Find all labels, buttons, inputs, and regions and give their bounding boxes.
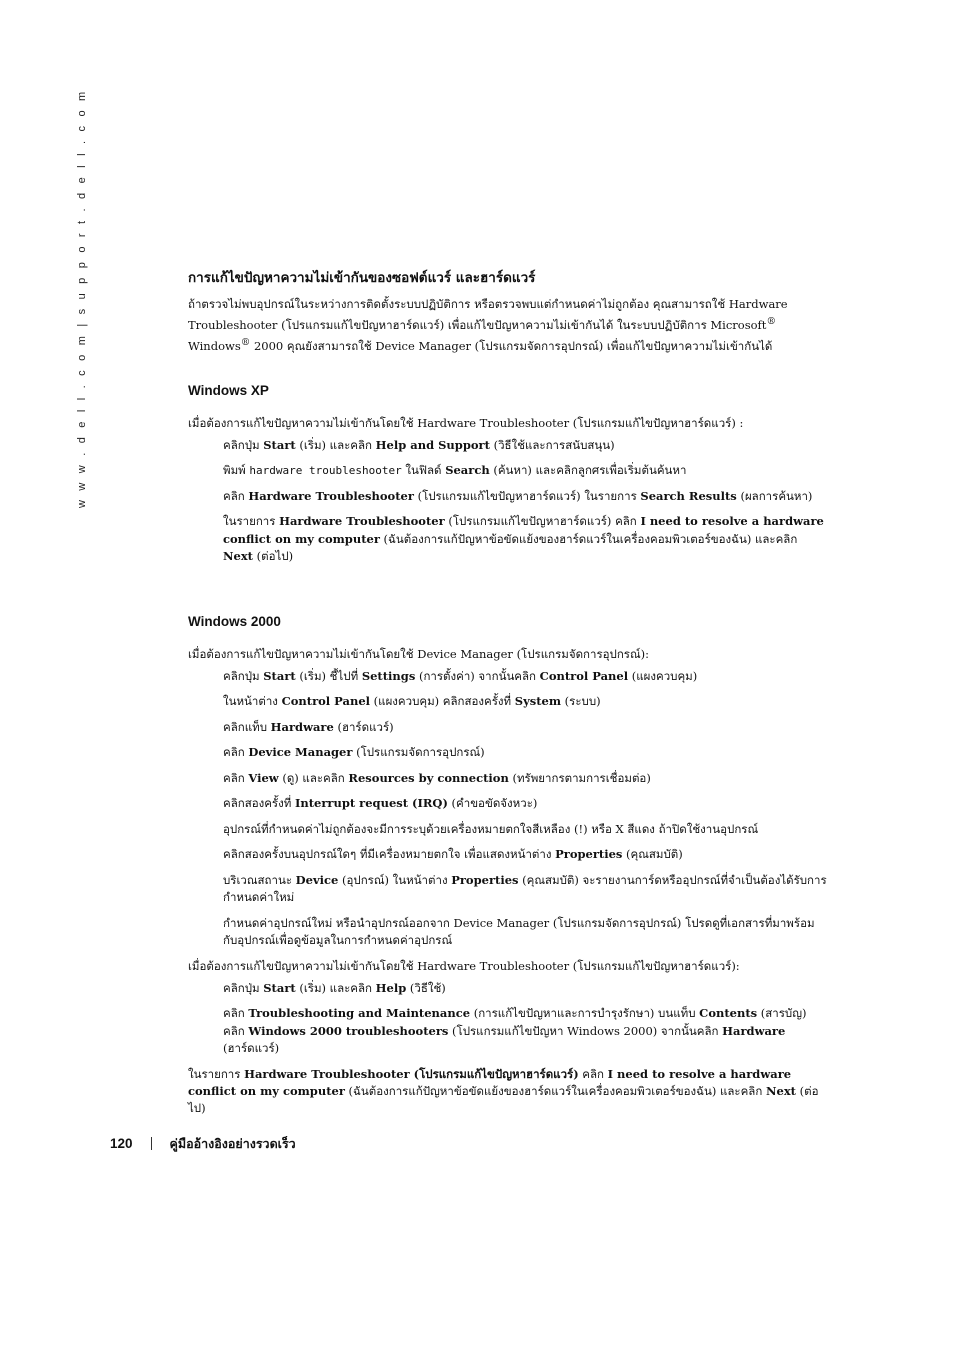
w2k-ht-steps <box>188 980 828 1058</box>
list-item: กำหนดค่าอุปกรณ์ใหม่ หรือนำอุปกรณ์ออกจาก Device Manager (โปรแกรมจัดการอุปกรณ์) โปรดดูที่เอกสารที่มาพร้อมกับอุปกรณ์เพื่อดูข้อมูลในการกำหนดค่าอุปกรณ์ <box>223 915 815 948</box>
footer-title: คู่มืออ้างอิงอย่างรวดเร็ว <box>169 1136 296 1151</box>
list-item: ในหน้าต่าง Control Panel (แผงควบคุม) คลิกสองครั้งที่ System (ระบบ) <box>223 694 601 709</box>
heading-windows-xp: Windows XP <box>188 382 269 398</box>
w2k-dm-lead: เมื่อต้องการแก้ไขปัญหาความไม่เข้ากันโดยใช้ Device Manager (โปรแกรมจัดการอุปกรณ์): <box>188 646 650 661</box>
list-item: คลิกแท็บ Hardware (ฮาร์ดแวร์) <box>223 719 394 734</box>
list-item: คลิกสองครั้งบนอุปกรณ์ใดๆ ที่มีเครื่องหมายตกใจ เพื่อแสดงหน้าต่าง Properties (คุณสมบัติ) <box>223 847 683 862</box>
section-title: การแก้ไขปัญหาความไม่เข้ากันของซอฟต์แวร์ และฮาร์ดแวร์ <box>188 270 536 286</box>
intro-paragraph: ถ้าตรวจไม่พบอุปกรณ์ในระหว่างการติดตั้งระบบปฏิบัติการ หรือตรวจพบแต่กำหนดค่าไม่ถูกต้อง คุณสามารถใช้ Hardware Troubleshooter (โปรแกรมแก้ไขปัญหาฮาร์ดแวร์) เพื่อแก้ไขปัญหาความไม่เข้ากันได้ ในระบบปฏิบัติการ Microsoft® Windows® 2000 คุณยังสามารถใช้ Device Manager (โปรแกรมจัดการอุปกรณ์) เพื่อแก้ไขปัญหาความไม่เข้ากันได้ <box>188 297 788 353</box>
final-paragraph: ในรายการ Hardware Troubleshooter (โปรแกรมแก้ไขปัญหาฮาร์ดแวร์) คลิก I need to resolve a hardware conflict on my computer (ฉันต้องการแก้ปัญหาข้อขัดแย้งของฮาร์ดแวร์ในเครื่องคอมพิวเตอร์ของฉัน) และคลิก Next (ต่อไป) <box>188 1066 819 1115</box>
list-item: บริเวณสถานะ Device (อุปกรณ์) ในหน้าต่าง Properties (คุณสมบัติ) จะรายงานการ์ดหรืออุปกรณ์ที่จำเป็นต้องได้รับการกำหนดค่าใหม่ <box>223 872 827 905</box>
footer-divider <box>151 1137 152 1150</box>
w2k-dm-steps <box>188 668 828 950</box>
sidebar-url: w w w . d e l l . c o m | s u p p o r t . d e l l . c o m <box>76 88 88 508</box>
xp-lead: เมื่อต้องการแก้ไขปัญหาความไม่เข้ากันโดยใช้ Hardware Troubleshooter (โปรแกรมแก้ไขปัญหาฮาร์ดแวร์) : <box>188 415 744 430</box>
list-item: ในรายการ Hardware Troubleshooter (โปรแกรมแก้ไขปัญหาฮาร์ดแวร์) คลิก I need to resolve a hardware conflict on my computer (ฉันต้องการแก้ปัญหาข้อขัดแย้งของฮาร์ดแวร์ในเครื่องคอมพิวเตอร์ของฉัน) และคลิก Next (ต่อไป) <box>223 514 824 564</box>
xp-steps <box>188 437 828 566</box>
page-footer <box>110 1134 296 1154</box>
list-item: คลิกปุ่ม Start (เริ่ม) ชี้ไปที่ Settings (การตั้งค่า) จากนั้นคลิก Control Panel (แผงควบคุม) <box>223 668 698 683</box>
w2k-ht-lead: เมื่อต้องการแก้ไขปัญหาความไม่เข้ากันโดยใช้ Hardware Troubleshooter (โปรแกรมแก้ไขปัญหาฮาร์ดแวร์): <box>188 958 740 973</box>
list-item: คลิกปุ่ม Start (เริ่ม) และคลิก Help (วิธีใช้) <box>223 980 446 995</box>
list-item: คลิก Device Manager (โปรแกรมจัดการอุปกรณ์) <box>223 745 485 760</box>
heading-windows-2000: Windows 2000 <box>188 613 281 629</box>
list-item: อุปกรณ์ที่กำหนดค่าไม่ถูกต้องจะมีการระบุด้วยเครื่องหมายตกใจสีเหลือง (!) หรือ X สีแดง ถ้าปิดใช้งานอุปกรณ์ <box>223 821 759 836</box>
list-item: พิมพ์ hardware troubleshooter ในฟิลด์ Search (ค้นหา) และคลิกลูกศรเพื่อเริ่มต้นค้นหา <box>223 463 687 478</box>
list-item: คลิก Hardware Troubleshooter (โปรแกรมแก้ไขปัญหาฮาร์ดแวร์) ในรายการ Search Results (ผลการค้นหา) <box>223 488 813 503</box>
list-item: คลิกสองครั้งที่ Interrupt request (IRQ) (คำขอขัดจังหวะ) <box>223 796 538 811</box>
list-item: คลิก View (ดู) และคลิก Resources by connection (ทรัพยากรตามการเชื่อมต่อ) <box>223 770 651 785</box>
main-content <box>188 268 828 1117</box>
list-item: คลิก Troubleshooting and Maintenance (การแก้ไขปัญหาและการบำรุงรักษา) บนแท็บ Contents (สารบัญ) คลิก Windows 2000 troubleshooters (โปรแกรมแก้ไขปัญหา Windows 2000) จากนั้นคลิก Hardware (ฮาร์ดแวร์) <box>223 1006 807 1056</box>
page-number: 120 <box>110 1136 133 1151</box>
list-item: คลิกปุ่ม Start (เริ่ม) และคลิก Help and Support (วิธีใช้และการสนับสนุน) <box>223 437 615 452</box>
